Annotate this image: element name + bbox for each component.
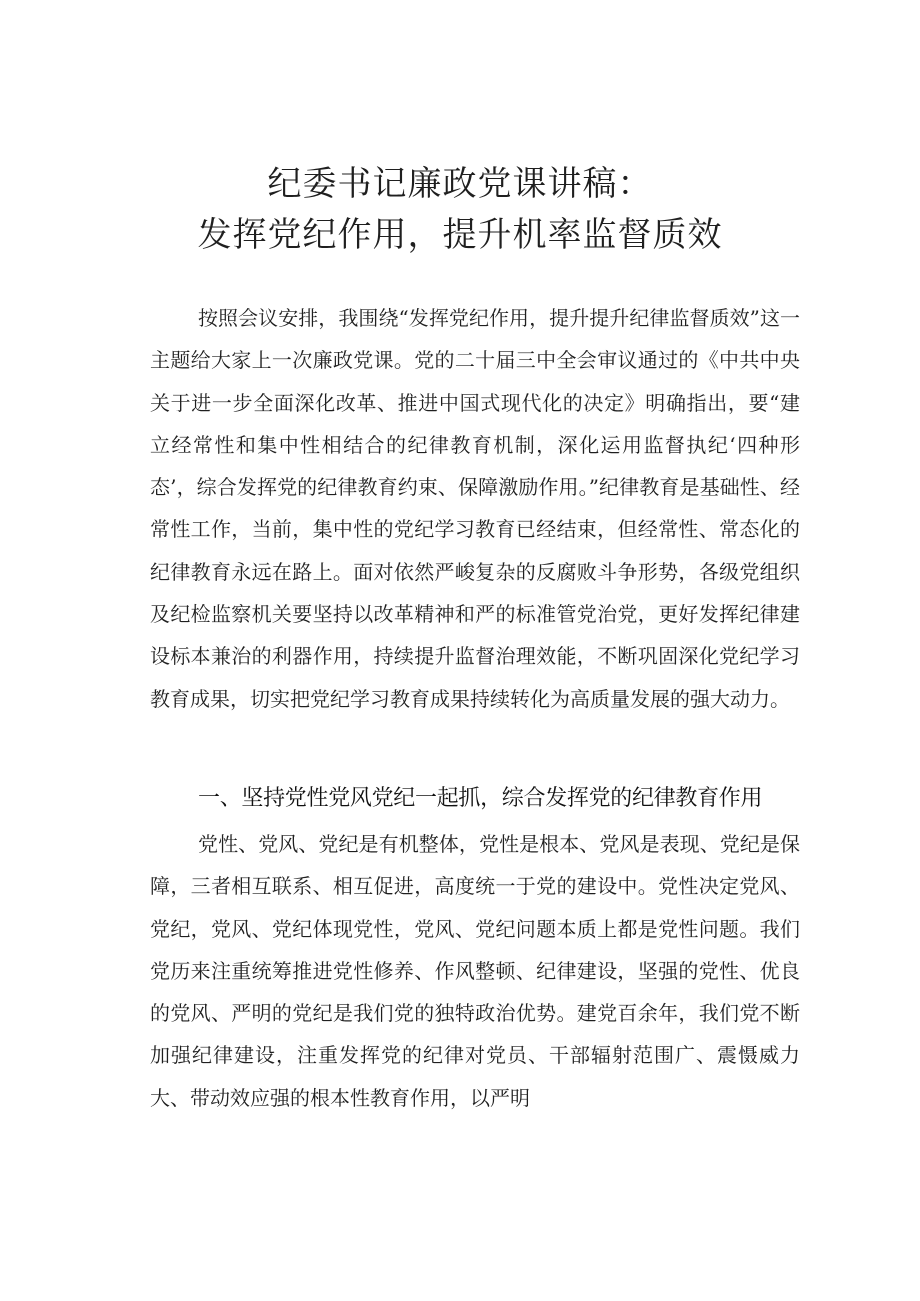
section-heading-1: 一、坚持党性党风党纪一起抓，综合发挥党的纪律教育作用 [198, 786, 763, 811]
document-title-line-2: 发挥党纪作用，提升机率监督质效 [197, 215, 723, 255]
document-title-line-1: 纪委书记廉政党课讲稿： [267, 164, 653, 204]
intro-paragraph: 按照会议安排，我围绕“发挥党纪作用，提升提升纪律监督质效”这一主题给大家上一次廉政党课。党的二十届三中全会审议通过的《中共中央关于进一步全面深化改革、推进中国式现代化的决定》明确指出，要“建立经常性和集中性相结合的纪律教育机制，深化运用监督执纪‘四种形态’，综合发挥党的纪律教育约束、保障激励作用。”纪律教育是基础性、经常性工作，当前，集中性的党纪学习教育已经结束，但经常性、常态化的纪律教育永远在路上。面对依然严峻复杂的反腐败斗争形势，各级党组织及纪检监察机关要坚持以改革精神和严的标准管党治党，更好发挥纪律建设标本兼治的利器作用，持续提升监督治理效能，不断巩固深化党纪学习教育成果，切实把党纪学习教育成果持续转化为高质量发展的强大动力。 [150, 306, 800, 711]
section-1-paragraph: 党性、党风、党纪是有机整体，党性是根本、党风是表现、党纪是保障，三者相互联系、相互促进，高度统一于党的建设中。党性决定党风、党纪，党风、党纪体现党性，党风、党纪问题本质上都是党性问题。我们党历来注重统筹推进党性修养、作风整顿、纪律建设，坚强的党性、优良的党风、严明的党纪是我们党的独特政治优势。建党百余年，我们党不断加强纪律建设，注重发挥党的纪律对党员、干部辐射范围广、震慑威力大、带动效应强的根本性教育作用，以严明 [150, 832, 800, 1110]
